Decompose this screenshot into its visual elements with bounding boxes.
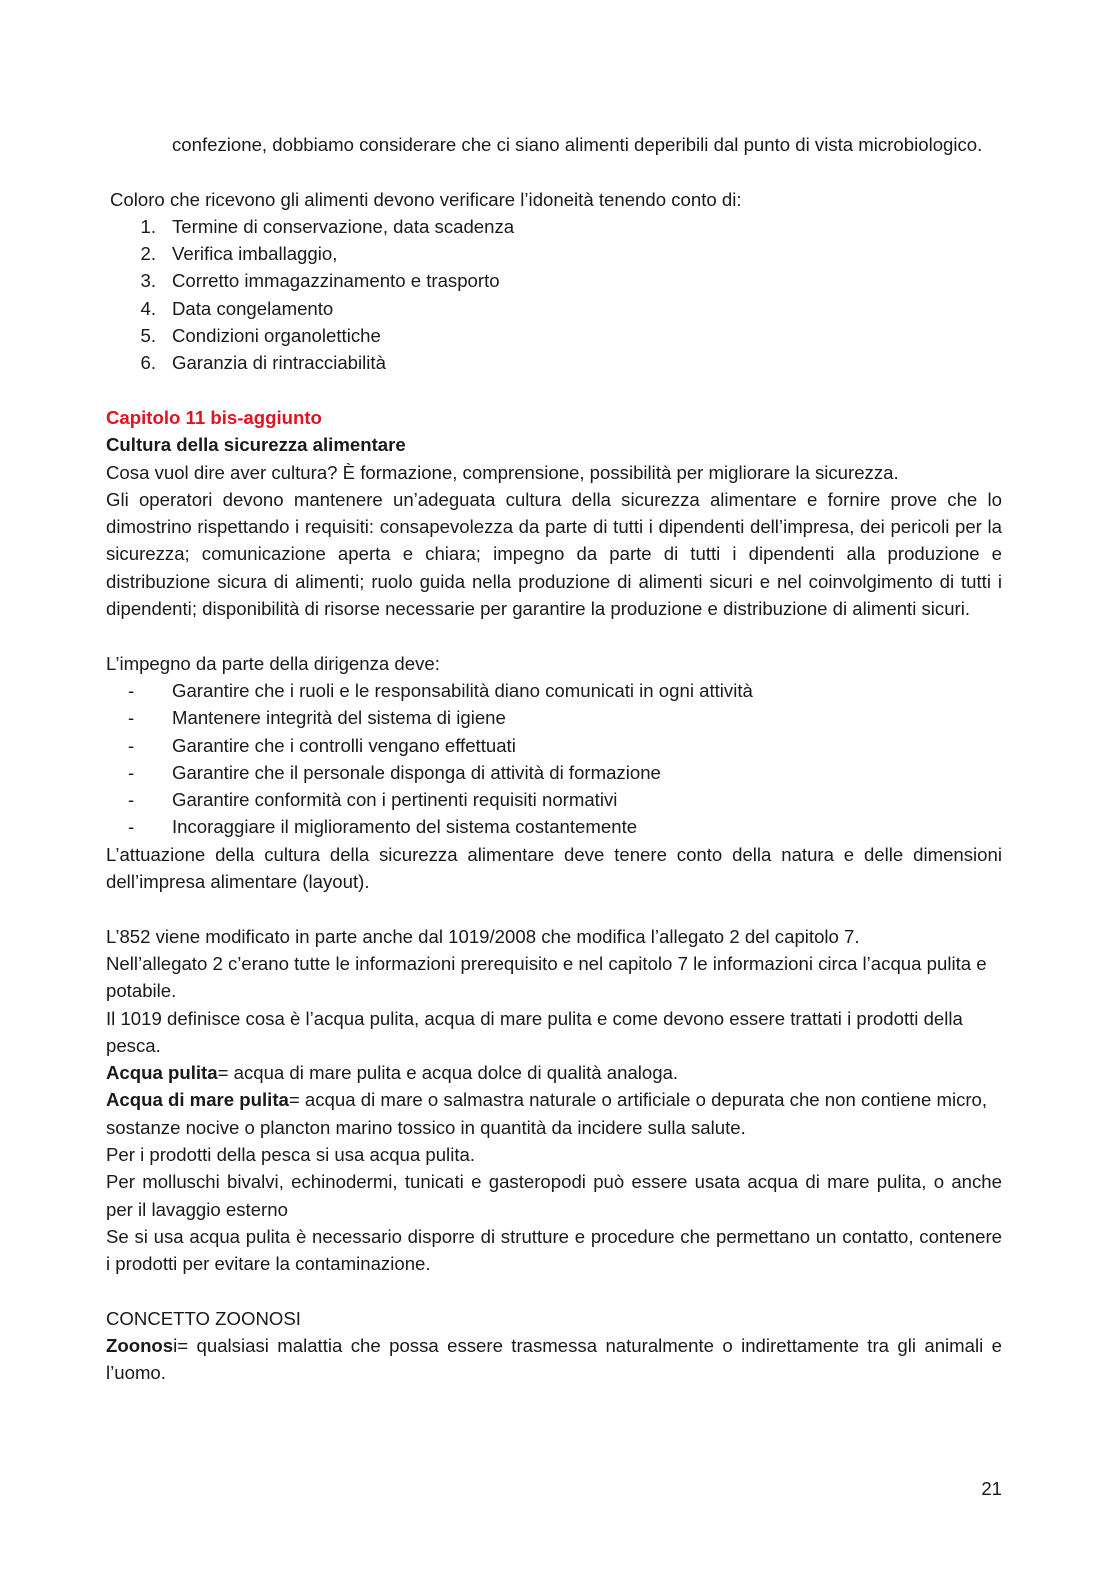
definition-clean-water: Acqua pulita= acqua di mare pulita e acqua dolce di qualità analoga. [106,1062,679,1084]
list-item: - Garantire che il personale disponga di attività di formazione [128,761,661,783]
paragraph: Cosa vuol dire aver cultura? È formazione, comprensione, possibilità per migliorare la sicurezza. [106,461,899,483]
definition-term: Acqua di mare pulita [106,1089,289,1111]
chapter-subtitle: Cultura della sicurezza alimentare [106,434,406,456]
section-heading: CONCETTO ZOONOSI [106,1307,301,1329]
management-list [106,677,1002,841]
management-lead: L’impegno da parte della dirigenza deve: [106,652,440,674]
paragraph: Il 1019 definisce cosa è l’acqua pulita, acqua di mare pulita e come devono essere trattati i prodotti della pesca. [106,1007,963,1056]
paragraph: L’852 viene modificato in parte anche dal 1019/2008 che modifica l’allegato 2 del capitolo 7. [106,925,860,947]
list-item: 6. Garanzia di rintracciabilità [140,352,386,374]
paragraph: Nell’allegato 2 c’erano tutte le informazioni prerequisito e nel capitolo 7 le informazioni circa l’acqua pulita e potabile. [106,952,987,1002]
definition-term: Acqua pulita [106,1062,218,1084]
list-item: 3. Corretto immagazzinamento e trasporto [140,270,500,292]
document-body [106,131,1002,1387]
list-item: - Garantire che i controlli vengano effettuati [128,734,516,756]
paragraph: L’attuazione della cultura della sicurezza alimentare deve tenere conto della natura e delle dimensioni dell’impresa alimentare (layout). [106,843,1002,893]
list-item: 4. Data congelamento [140,297,334,319]
list-item: 5. Condizioni organolettiche [140,325,381,347]
paragraph: Per molluschi bivalvi, echinodermi, tunicati e gasteropodi può essere usata acqua di mare pulita, o anche per il lavaggio esterno [106,1171,1002,1220]
paragraph: Se si usa acqua pulita è necessario disporre di strutture e procedure che permettano un contatto, contenere i prodotti per evitare la contaminazione. [106,1225,1002,1275]
list-item: 2. Verifica imballaggio, [140,243,338,265]
definition-clean-seawater: Acqua di mare pulita= acqua di mare o salmastra naturale o artificiale o depurata che non contiene micro, sostanze nocive o plancton marino tossico in quantità da incidere sulla salute. [106,1089,988,1138]
definition-term: Zoonos [106,1335,174,1357]
checks-list [106,213,1002,377]
list-item: - Mantenere integrità del sistema di igiene [128,707,506,729]
list-item: - Garantire conformità con i pertinenti requisiti normativi [128,789,618,811]
list-item: - Incoraggiare il miglioramento del sistema costantemente [128,816,638,838]
checks-lead: Coloro che ricevono gli alimenti devono verificare l’idoneità tenendo conto di: [110,188,742,210]
page-number: 21 [981,1478,1002,1499]
list-item: 1. Termine di conservazione, data scadenza [140,215,515,237]
paragraph: Per i prodotti della pesca si usa acqua pulita. [106,1143,475,1165]
continuation-paragraph: confezione, dobbiamo considerare che ci siano alimenti deperibili dal punto di vista microbiologico. [172,134,983,155]
definition-zoonosi: Zoonosi= qualsiasi malattia che possa essere trasmessa naturalmente o indirettamente tra gli animali e l’uomo. [106,1335,1002,1384]
list-item: - Garantire che i ruoli e le responsabilità diano comunicati in ogni attività [128,679,753,701]
paragraph: Gli operatori devono mantenere un’adeguata cultura della sicurezza alimentare e fornire prove che lo dimostrino rispettando i requisiti: consapevolezza da parte di tutti i dipendenti dell’impresa, dei pericoli per la sicurezza; comunicazione aperta e chiara; impegno da parte di tutti i dipendenti alla produzione e distribuzione sicura di alimenti; ruolo guida nella produzione di alimenti sicuri e nel coinvolgimento di tutti i dipendenti; disponibilità di risorse necessarie per garantire la produzione e distribuzione di alimenti sicuri. [106,488,1002,620]
chapter-title: Capitolo 11 bis-aggiunto [106,406,322,428]
